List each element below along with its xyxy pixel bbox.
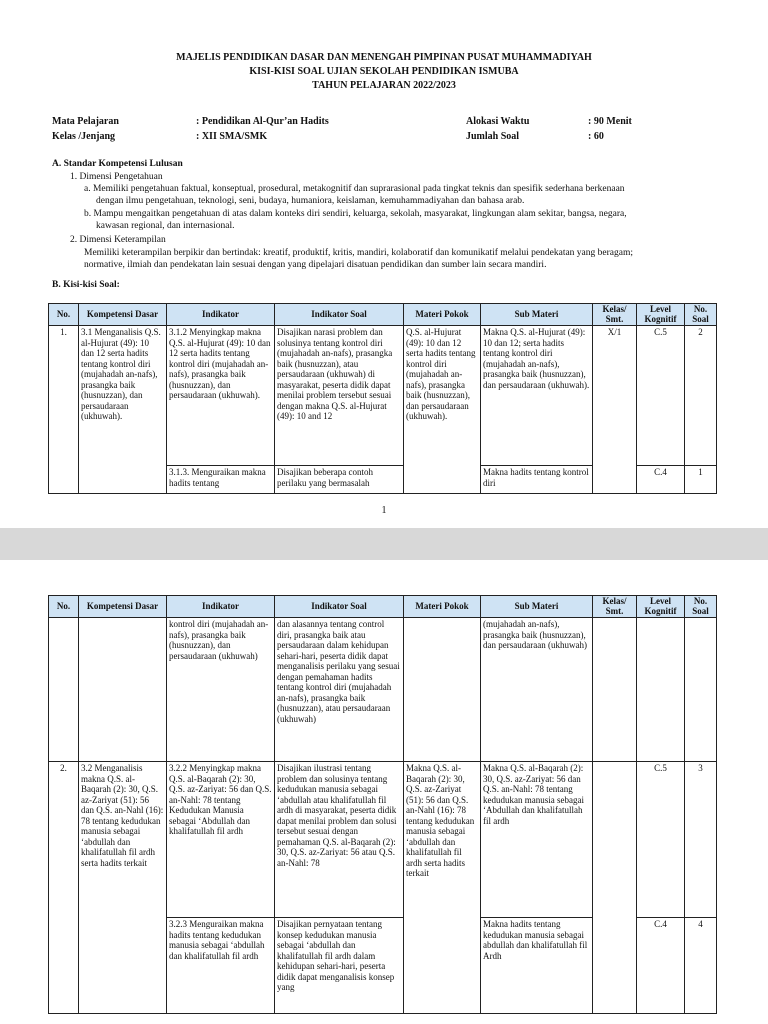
point-a-line-2: dengan ilmu pengetahuan, teknologi, seni, budaya, humaniora, keislaman, kemuhammadiyahan dan bahasa arab. <box>96 196 525 206</box>
kisi-table-page-2 <box>48 595 717 1014</box>
section-a-title: A. Standar Kompetensi Lulusan <box>52 159 183 169</box>
kompetensi-dasar-cell: 3.1 Menganalisis Q.S. al-Hujurat (49): 10 dan 12 serta hadits tentang kontrol diri (mujahadah an-nafs), prasangka baik (husnuzzan), dan persaudaraan (ukhuwah). <box>79 326 167 494</box>
indikator-cell: kontrol diri (mujahadah an-nafs), prasangka baik (husnuzzan), dan persaudaraan (ukhuwah) <box>167 618 275 762</box>
no-soal-cell: 4 <box>685 918 717 1014</box>
kelas-smt-cell: X/1 <box>593 326 637 494</box>
kelas-smt-cell <box>593 762 637 1014</box>
no-soal-cell <box>685 618 717 762</box>
doc-header-line-2: KISI-KISI SOAL UJIAN SEKOLAH PENDIDIKAN ISMUBA <box>249 66 519 77</box>
indikator-cell: 3.1.2 Menyingkap makna Q.S. al-Hujurat (49): 10 dan 12 serta hadits tentang kontrol diri (mujahadah an-nafs), prasangka baik (husnuzzan), dan persaudaraan (ukhuwah). <box>167 326 275 466</box>
sub-materi-cell: Makna Q.S. al-Hujurat (49): 10 dan 12; serta hadits tentang kontrol diri (mujahadah an-nafs), prasangka baik (husnuzzan), dan persaudaraan (ukhuwah). <box>481 326 593 466</box>
level-kognitif-cell: C.4 <box>637 466 685 494</box>
jumlah-label: Jumlah Soal <box>466 131 520 142</box>
materi-pokok-cell: Makna Q.S. al-Baqarah (2): 30, Q.S. az-Zariyat (51): 56 dan Q.S. an-Nahl (16): 78 tentang kedudukan manusia sebagai ‘abdullah dan khalifatullah fil ardh serta hadits terkait <box>404 762 481 1014</box>
kompetensi-dasar-cell: 3.2 Menganalisis makna Q.S. al-Baqarah (2): 30, Q.S. az-Zariyat (51): 56 dan Q.S. an-Nahl (16): 78 tentang kedudukan manusia sebagai ‘abdullah dan khalifatullah fil ardh serta hadits terkait <box>79 762 167 1014</box>
sub-materi-cell: Makna Q.S. al-Baqarah (2): 30, Q.S. az-Zariyat: 56 dan Q.S. an-Nahl: 78 tentang kedudukan manusia sebagai ‘Abdullah dan khalifatullah fil ardh <box>481 762 593 918</box>
sub-materi-cell: Makna hadits tentang kedudukan manusia sebagai abdullah dan khalifatullah fil Ardh <box>481 918 593 1014</box>
no-soal-cell: 2 <box>685 326 717 466</box>
header-no: No. <box>49 596 79 618</box>
alokasi-value: : 90 Menit <box>588 116 632 127</box>
row-no <box>49 618 79 762</box>
indikator-cell: 3.2.3 Menguraikan makna hadits tentang kedudukan manusia sebagai ‘abdullah dan khalifatullah fil ardh <box>167 918 275 1014</box>
header-materi-pokok: Materi Pokok <box>404 304 481 326</box>
keterampilan-line-1: Memiliki keterampilan berpikir dan bertindak: kreatif, produktif, kritis, mandiri, kolaboratif dan komunikatif melalui pendekatan yang beragam; <box>84 248 633 258</box>
doc-header-line-3: TAHUN PELAJARAN 2022/2023 <box>312 80 456 91</box>
header-no: No. <box>49 304 79 326</box>
row-no: 2. <box>49 762 79 1014</box>
kisi-table-page-1 <box>48 303 717 494</box>
no-soal-cell: 1 <box>685 466 717 494</box>
header-sub-materi: Sub Materi <box>481 596 593 618</box>
indikator-soal-cell: Disajikan ilustrasi tentang problem dan solusinya tentang kedudukan manusia sebagai ‘abdullah atau khalifatullah fil ardh di masyarakat, peserta didik dapat menilai problem dan solusi tersebut sesuai dengan pemahaman Q.S. al-Baqarah (2): 30, Q.S. az-Zariyat: 56 atau Q.S. an-Nahl: 78 <box>275 762 404 918</box>
header-kompetensi-dasar: Kompetensi Dasar <box>79 304 167 326</box>
level-kognitif-cell: C.4 <box>637 918 685 1014</box>
level-kognitif-cell: C.5 <box>637 762 685 918</box>
materi-pokok-cell: Q.S. al-Hujurat (49): 10 dan 12 serta hadits tentang kontrol diri (mujahadah an-nafs), prasangka baik (husnuzzan), dan persaudaraan (ukhuwah). <box>404 326 481 494</box>
point-b-line-1: b. Mampu mengaitkan pengetahuan di atas dalam konteks diri sendiri, keluarga, sekolah, masyarakat, lingkungan alam sekitar, bangsa, negara, <box>84 209 627 219</box>
kelas-label: Kelas /Jenjang <box>52 131 116 142</box>
sub-materi-cell: Makna hadits tentang kontrol diri <box>481 466 593 494</box>
header-sub-materi: Sub Materi <box>481 304 593 326</box>
dimensi-keterampilan: 2. Dimensi Keterampilan <box>70 235 166 245</box>
indikator-soal-cell: Disajikan beberapa contoh perilaku yang bermasalah <box>275 466 404 494</box>
header-kelas-smt: Kelas/ Smt. <box>593 596 637 618</box>
point-b-line-2: kawasan regional, dan internasional. <box>96 221 235 231</box>
kelas-value: : XII SMA/SMK <box>196 131 268 142</box>
row-no: 1. <box>49 326 79 494</box>
kompetensi-dasar-cell <box>79 618 167 762</box>
header-indikator-soal: Indikator Soal <box>275 304 404 326</box>
header-indikator: Indikator <box>167 304 275 326</box>
header-level-kognitif: Level Kognitif <box>637 596 685 618</box>
indikator-soal-cell: dan alasannya tentang control diri, prasangka baik atau persaudaraan dalam kehidupan sehari-hari, peserta didik dapat menganalisis perilaku yang sesuai dengan pemahaman hadits tentang kontrol diri (mujahadah an-nafs), prasangka baik (husnuzzan), atau persaudaraan (ukhuwah) <box>275 618 404 762</box>
header-kompetensi-dasar: Kompetensi Dasar <box>79 596 167 618</box>
header-materi-pokok: Materi Pokok <box>404 596 481 618</box>
indikator-cell: 3.1.3. Menguraikan makna hadits tentang <box>167 466 275 494</box>
alokasi-label: Alokasi Waktu <box>466 116 530 127</box>
header-no-soal: No. Soal <box>685 304 717 326</box>
level-kognitif-cell: C.5 <box>637 326 685 466</box>
header-indikator-soal: Indikator Soal <box>275 596 404 618</box>
indikator-soal-cell: Disajikan pernyataan tentang konsep kedudukan manusia sebagai ‘abdullah dan khalifatullah fil ardh dalam kehidupan sehari-hari, peserta didik dapat menganalisis konsep yang <box>275 918 404 1014</box>
header-indikator: Indikator <box>167 596 275 618</box>
level-kognitif-cell <box>637 618 685 762</box>
keterampilan-line-2: normative, ilmiah dan pendekatan lain sesuai dengan yang dipelajari disatuan pendidikan dan sumber lain secara mandiri. <box>84 260 547 270</box>
indikator-soal-cell: Disajikan narasi problem dan solusinya tentang kontrol diri (mujahadah an-nafs), prasangka baik (husnuzzan), atau persaudaraan (ukhuwah) di masyarakat, peserta didik dapat menilai problem tersebut sesuai dengan makna Q.S. al-Hujurat (49): 10 and 12 <box>275 326 404 466</box>
materi-pokok-cell <box>404 618 481 762</box>
section-b-title: B. Kisi-kisi Soal: <box>52 280 120 290</box>
header-no-soal: No. Soal <box>685 596 717 618</box>
jumlah-value: : 60 <box>588 131 604 142</box>
mapel-label: Mata Pelajaran <box>52 116 119 127</box>
kelas-smt-cell <box>593 618 637 762</box>
dimensi-pengetahuan: 1. Dimensi Pengetahuan <box>70 172 163 182</box>
no-soal-cell: 3 <box>685 762 717 918</box>
header-level-kognitif: Level Kognitif <box>637 304 685 326</box>
header-kelas-smt: Kelas/ Smt. <box>593 304 637 326</box>
page-separator <box>0 528 768 560</box>
mapel-value: : Pendidikan Al-Qur’an Hadits <box>196 116 329 127</box>
doc-header-line-1: MAJELIS PENDIDIKAN DASAR DAN MENENGAH PIMPINAN PUSAT MUHAMMADIYAH <box>176 52 592 63</box>
sub-materi-cell: (mujahadah an-nafs), prasangka baik (husnuzzan), dan persaudaraan (ukhuwah) <box>481 618 593 762</box>
page-number: 1 <box>381 505 387 516</box>
point-a-line-1: a. Memiliki pengetahuan faktual, konseptual, prosedural, metakognitif dan suprarasional pada tingkat teknis dan spesifik sederhana berkenaan <box>84 184 625 194</box>
document-page-2 <box>0 560 768 1024</box>
indikator-cell: 3.2.2 Menyingkap makna Q.S. al-Baqarah (2): 30, Q.S. az-Zariyat: 56 dan Q.S. an-Nahl: 78 tentang Kedudukan Manusia sebagai ‘Abdullah dan khalifatullah fil ardh <box>167 762 275 918</box>
